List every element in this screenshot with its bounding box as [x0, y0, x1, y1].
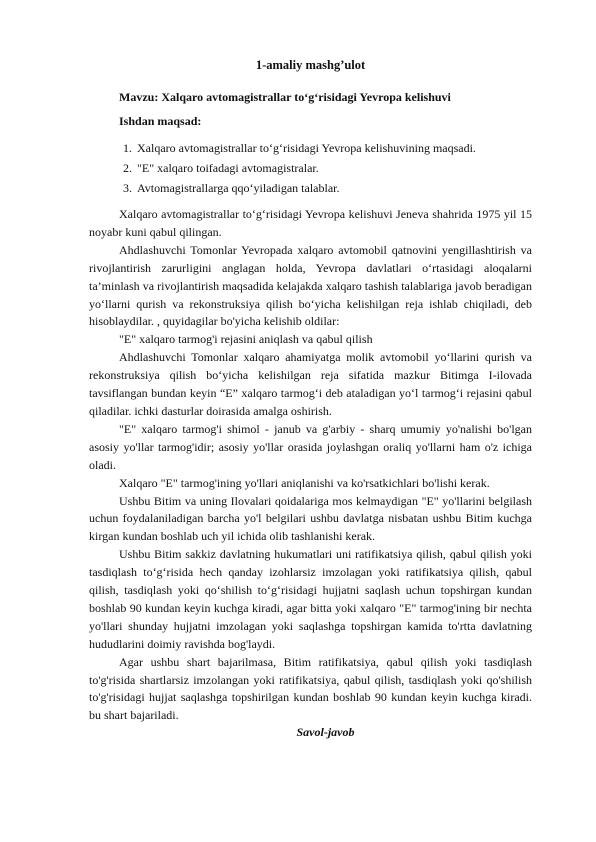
- paragraph: Xalqaro avtomagistrallar to‘g‘risidagi Yevropa kelishuvi Jeneva shahrida 1975 yil 15 noyabr kuni qabul qilingan.: [89, 207, 532, 239]
- paragraph: Ushbu Bitim va uning Ilovalari qoidalariga mos kelmaydigan "E" yo'llarini belgilash uchun foydalaniladigan barcha yo'l belgilari ushbu davlatga nisbatan ushbu Bitim kuchga kirgan kundan boshlab uch yil ichida olib tashlanishi kerak.: [89, 493, 532, 544]
- goal-item: 1. Xalqaro avtomagistrallar to‘g‘risidagi Yevropa kelishuvining maqsadi.: [135, 138, 532, 158]
- goal-item: 3. Avtomagistrallarga qqo‘yiladigan talablar.: [135, 178, 532, 198]
- document-title: 1-amaliy mashg’ulot: [255, 58, 366, 72]
- paragraph: "E" xalqaro tarmog'i shimol - janub va g'arbiy - sharq umumiy yo'nalishi bo'lgan asosiy yo'llar tarmog'idir; asosiy yo'llar orasida joylashgan oraliq yo'llarni ham o'z ichiga oladi.: [89, 421, 532, 472]
- topic-label: Mavzu:: [119, 90, 159, 104]
- paragraph: Ahdlashuvchi Tomonlar xalqaro ahamiyatga molik avtomobil yo‘llarini qurish va rekonstruksiya qilish bo‘yicha kelishilgan reja sifatida mazkur Bitimga I-ilovada tavsiflangan bundan keyin “E” xalqaro tarmog‘i deb ataladigan yo‘l tarmog‘i rejasini qabul qiladilar. ichki dasturlar doirasida amalga oshirish.: [89, 350, 532, 418]
- goal-item: 2. "E" xalqaro toifadagi avtomagistralar.: [135, 158, 532, 178]
- paragraph: "E" xalqaro tarmog'i rejasini aniqlash va qabul qilish: [119, 332, 373, 347]
- goal-list: [89, 138, 532, 198]
- closing-heading: Savol-javob: [296, 725, 355, 740]
- goal-label: Ishdan maqsad:: [119, 114, 202, 128]
- paragraph: Ahdlashuvchi Tomonlar Yevropada xalqaro avtomobil qatnovini yengillashtirish va rivojlantirish zarurligini anglagan holda, Yevropa davlatlari o‘rtasidagi aloqalarni ta’minlash va rivojlantirish maqsadida kelajakda xalqaro tashish talablariga javob beradigan yo‘llarni qurish va rekonstruksiya qilish bo‘yicha kelishilgan reja ishlab chiqiladi, deb hisoblaydilar. , quyidagilar bo'yicha kelishib oldilar:: [89, 242, 532, 329]
- topic-text: Xalqaro avtomagistrallar to‘g‘risidagi Yevropa kelishuvi: [161, 90, 451, 104]
- paragraph: Agar ushbu shart bajarilmasa, Bitim ratifikatsiya, qabul qilish yoki tasdiqlash to'g'risida shartlarsiz imzolangan yoki ratifikatsiya, qabul qilish, tasdiqlash yoki qo'shilish to'g'risidagi hujjat saqlashga topshirilgan kundan boshlab 90 kundan keyin kuchga kiradi. bu shart bajariladi.: [89, 654, 532, 723]
- topic-line: [119, 90, 532, 105]
- paragraph: Xalqaro "E" tarmog'ining yo'llari aniqlanishi va ko'rsatkichlari bo'lishi kerak.: [119, 475, 490, 490]
- paragraph: Ushbu Bitim sakkiz davlatning hukumatlari uni ratifikatsiya qilish, qabul qilish yoki tasdiqlash to‘g‘risida hech qanday izohlarsiz imzolagan yoki ratifikatsiya qilish, qabul qilish, tasdiqlash yoki qo‘shilish to‘g‘risidagi hujjatni saqlash uchun topshirgan kundan boshlab 90 kundan keyin kuchga kiradi, agar bitta yoki xalqaro "E" tarmog'ining bir nechta yo'llari shunday hujjatni imzolagan yoki saqlashga topshirgan kamida to'rtta davlatning hududlarini doimiy ravishda bog'laydi.: [89, 547, 532, 651]
